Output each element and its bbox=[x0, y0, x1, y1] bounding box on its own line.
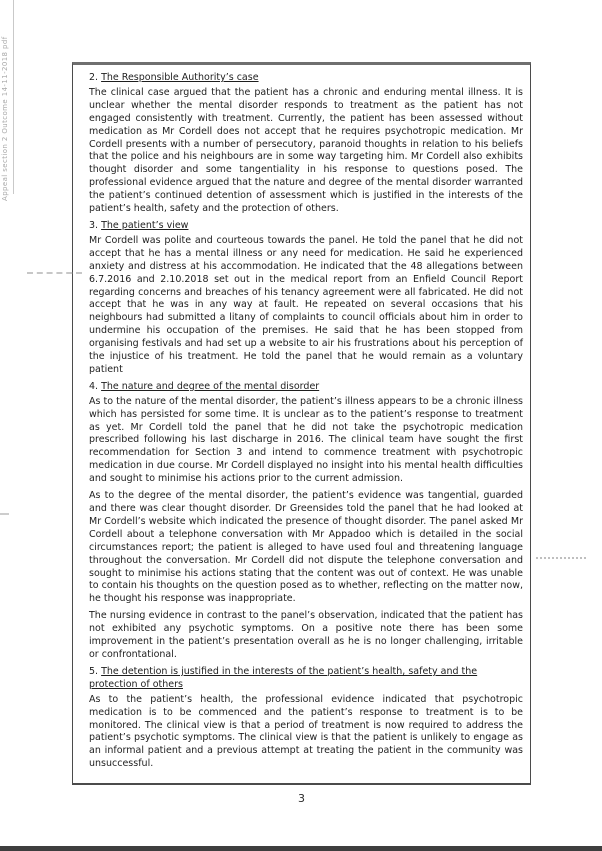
scan-margin-rule bbox=[13, 0, 14, 194]
scan-edge-bar bbox=[0, 846, 602, 851]
section-heading-4 bbox=[89, 381, 523, 394]
page-number: 3 bbox=[298, 792, 305, 806]
section-title: The Responsible Authority’s case bbox=[101, 72, 259, 83]
section-number: 5. bbox=[89, 665, 102, 677]
section-number: 4. bbox=[89, 380, 102, 392]
paragraph: The clinical case argued that the patient has a chronic and enduring mental illness. It is unclear whether the mental disorder responds to treatment as the patient has not engaged consistently with treatment. Currently, the patient has been assessed without medication as Mr Cordell does not accept that he requires psychotropic medication. Mr Cordell presents with a number of persecutory, paranoid thoughts in relation to his beliefs that the police and his neighbours are in some way targeting him. Mr Cordell also exhibits thought disorder and some tangentiality in his response to questions posed. The professional evidence argued that the nature and degree of the mental disorder warranted the patient’s continued detention of assessment which is justified in the interests of the patient’s health, safety and the protection of others. bbox=[89, 86, 523, 215]
section-heading-2 bbox=[89, 72, 523, 85]
scan-artifact-dash-left bbox=[27, 272, 82, 274]
rotated-filename-label: Appeal section 2 Outcome 14-11-2018 pdf bbox=[1, 36, 9, 201]
paragraph: Mr Cordell was polite and courteous towards the panel. He told the panel that he did not accept that he has a mental illness or any need for medication. He said he experienced anxiety and distress at his accommodation. He indicated that the 48 allegations between 6.7.2016 and 2.10.2018 set out in the medical report from an Enfield Council Report regarding concerns and breaches of his tenancy agreement were all fabricated. He did not accept that he was in any way at fault. He repeated on several occasions that his neighbours had submitted a litany of complaints to council officials about him in order to undermine his occupation of the premises. He said that he has been stopped from organising festivals and had set up a website to air his frustrations about his perception of the injustice of his treatment. He told the panel that he would remain as a voluntary patient bbox=[89, 234, 523, 375]
paragraph: As to the patient’s health, the professional evidence indicated that psychotropic medication is to be commenced and the patient’s response to treatment is to be monitored. The clinical view is that a period of treatment is now required to address the patient’s psychotic symptoms. The clinical view is that the patient is unlikely to engage as an informal patient and a previous attempt at treating the patient in the community was unsuccessful. bbox=[89, 693, 523, 770]
scan-artifact-dash-right bbox=[536, 557, 586, 559]
paragraph: The nursing evidence in contrast to the panel’s observation, indicated that the patient has not exhibited any psychotic symptoms. On a positive note there has been some improvement in the patient’s presentation overall as he is no longer challenging, irritable or confrontational. bbox=[89, 610, 523, 660]
paragraph: As to the nature of the mental disorder, the patient’s illness appears to be a chronic illness which has persisted for some time. It is unclear as to the patient’s response to treatment as yet. Mr Cordell told the panel that he did not take the psychotropic medication prescribed following his last discharge in 2016. The clinical team have sought the first recommendation for Section 3 and intend to commence treatment with psychotropic medication in due course. Mr Cordell displayed no insight into his mental health difficulties and sought to minimise his actions prior to the current admission. bbox=[89, 395, 523, 485]
section-number: 2. bbox=[89, 72, 102, 83]
document-box bbox=[72, 62, 531, 785]
section-title: The detention is justified in the interests of the patient’s health, safety and the protection of others bbox=[89, 665, 478, 690]
document-content bbox=[72, 62, 531, 805]
section-heading-5 bbox=[89, 666, 523, 692]
section-number: 3. bbox=[89, 219, 102, 231]
scan-artifact-dash-edge bbox=[0, 513, 9, 515]
paragraph: As to the degree of the mental disorder, the patient’s evidence was tangential, guarded and there was clear thought disorder. Dr Greensides told the panel that he had looked at Mr Cordell’s website which indicated the presence of thought disorder. The panel asked Mr Cordell about a telephone conversation with Mr Appadoo which is detailed in the social circumstances report; the patient is alleged to have used foul and threatening language throughout the conversation. Mr Cordell did not dispute the telephone conversation and sought to minimise his actions stating that the content was out of context. He was unable to contain his thoughts on the question posed as to whether, reflecting on the matter now, he thought his response was inappropriate. bbox=[89, 490, 523, 605]
section-title: The patient’s view bbox=[101, 219, 189, 231]
section-title: The nature and degree of the mental disorder bbox=[101, 380, 320, 392]
section-heading-3 bbox=[89, 220, 523, 233]
